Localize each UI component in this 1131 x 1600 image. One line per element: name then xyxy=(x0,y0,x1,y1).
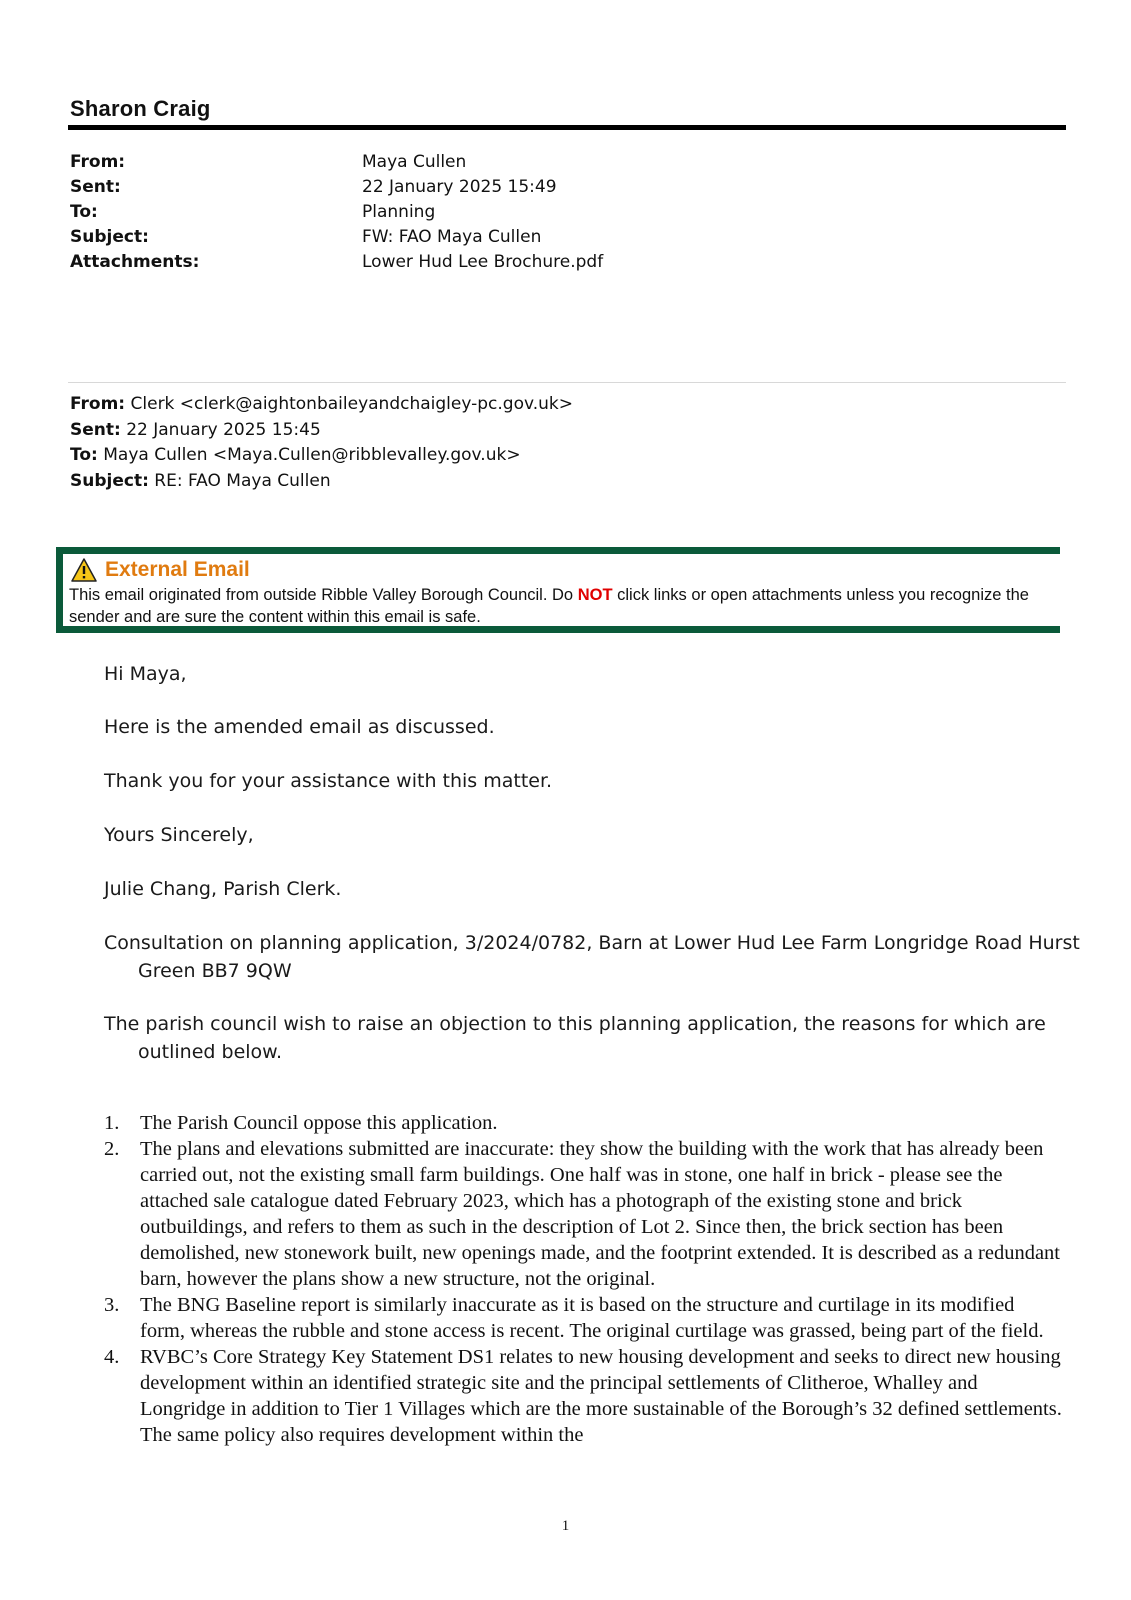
forwarded-subject-label: Subject: xyxy=(70,470,149,491)
forwarded-from-value: Clerk <clerk@aightonbaileyandchaigley-pc.gov.uk> xyxy=(130,394,573,414)
header-attachments-row xyxy=(70,250,603,275)
banner-title xyxy=(71,558,250,582)
forwarded-header xyxy=(70,392,573,494)
body-line-1: Here is the amended email as discussed. xyxy=(104,716,495,738)
attachment-link[interactable]: Lower Hud Lee Brochure.pdf xyxy=(362,252,604,272)
forwarded-subject-value: RE: FAO Maya Cullen xyxy=(154,470,331,491)
subject-value: FW: FAO Maya Cullen xyxy=(362,227,542,247)
signature: Julie Chang, Parish Clerk. xyxy=(104,878,342,900)
list-item xyxy=(104,1292,1064,1344)
list-item xyxy=(104,1110,1064,1136)
list-item xyxy=(104,1344,1064,1448)
header-sent-row xyxy=(70,175,603,200)
list-text: The BNG Baseline report is similarly inaccurate as it is based on the structure and curtilage in its modified form, whereas the rubble and stone access is recent. The original curtilage was grassed, being part of the field. xyxy=(140,1294,1044,1342)
banner-text-after: click links or open attachments unless you recognize the sender and are sure the content within this email is safe. xyxy=(69,586,1029,626)
mailbox-owner-name: Sharon Craig xyxy=(70,96,211,121)
to-value: Planning xyxy=(362,202,436,222)
sent-value: 22 January 2025 15:49 xyxy=(362,177,557,197)
list-text: RVBC’s Core Strategy Key Statement DS1 relates to new housing development and seeks to direct new housing development within an identified strategic site and the principal settlements of Clitheroe, Whalley and Longridge in addition to Tier 1 Villages which are the more sustainable of the Borough’s 32 defined settlements. The same policy also requires development within the xyxy=(140,1346,1062,1446)
list-number: 3. xyxy=(104,1294,120,1316)
warning-icon xyxy=(71,558,97,582)
banner-message xyxy=(69,584,1059,628)
forwarded-sent-label: Sent: xyxy=(70,419,121,440)
consultation-paragraph: Consultation on planning application, 3/2024/0782, Barn at Lower Hud Lee Farm Longridge Road Hurst Green BB7 9QW xyxy=(104,932,1080,982)
closing: Yours Sincerely, xyxy=(104,824,254,846)
forwarded-sent-value: 22 January 2025 15:45 xyxy=(126,419,321,440)
external-email-banner xyxy=(56,547,1060,633)
header-to-row xyxy=(70,200,603,225)
list-item xyxy=(104,1136,1064,1292)
forwarded-from-label: From: xyxy=(70,394,126,414)
list-number: 4. xyxy=(104,1346,120,1368)
from-value: Maya Cullen xyxy=(362,152,467,172)
banner-text-before: This email originated from outside Ribble Valley Borough Council. Do xyxy=(69,586,578,604)
forwarded-from-row xyxy=(70,392,573,418)
subject-label: Subject: xyxy=(70,227,149,247)
list-text: The Parish Council oppose this application. xyxy=(140,1112,498,1134)
objection-points xyxy=(104,1110,1064,1448)
list-number: 1. xyxy=(104,1112,120,1134)
attachments-label: Attachments: xyxy=(70,252,200,272)
list-text: The plans and elevations submitted are inaccurate: they show the building with the work that has already been carried out, not the existing small farm buildings. One half was in stone, one half in brick - please see the attached sale catalogue dated February 2023, which has a photograph of the existing stone and brick outbuildings, and refers to them as such in the description of Lot 2. Since then, the brick section has been demolished, new stonework built, new openings made, and the footprint extended. It is described as a redundant barn, however the plans show a new structure, not the original. xyxy=(140,1138,1060,1290)
body-line-2: Thank you for your assistance with this matter. xyxy=(104,770,553,792)
forwarded-to-label: To: xyxy=(70,445,98,465)
forwarded-to-value: Maya Cullen <Maya.Cullen@ribblevalley.gov.uk> xyxy=(103,445,521,465)
from-label: From: xyxy=(70,152,126,172)
to-label: To: xyxy=(70,202,98,222)
banner-title-text: External Email xyxy=(105,558,250,581)
email-header xyxy=(70,150,603,275)
header-subject-row xyxy=(70,225,603,250)
banner-text-emphasis: NOT xyxy=(577,586,613,604)
forwarded-to-row xyxy=(70,443,573,469)
header-rule xyxy=(68,125,1066,130)
forwarded-sent-row xyxy=(70,418,573,444)
forwarded-subject-row xyxy=(70,469,573,495)
page-number: 1 xyxy=(561,1518,570,1534)
header-from-row xyxy=(70,150,603,175)
greeting: Hi Maya, xyxy=(104,663,187,685)
sent-label: Sent: xyxy=(70,177,121,197)
forward-divider xyxy=(68,382,1066,383)
list-number: 2. xyxy=(104,1138,120,1160)
objection-paragraph: The parish council wish to raise an objection to this planning application, the reasons for which are outlined below. xyxy=(104,1013,1046,1063)
